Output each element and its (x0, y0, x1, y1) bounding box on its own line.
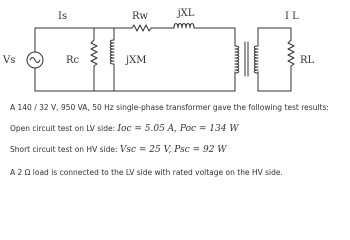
label-vs: Vs (3, 55, 16, 66)
rw-resistor (132, 25, 151, 31)
problem-statement: A 140 / 32 V, 950 VA, 50 Hz single-phase transformer gave the following test results: (10, 103, 329, 112)
jxm-branch (110, 28, 114, 91)
oc-values: Ioc = 5.05 A, Poc = 134 W (117, 124, 239, 134)
secondary-wiring (258, 28, 291, 91)
sc-values: Vsc = 25 V, Psc = 92 W (119, 145, 227, 155)
label-jxl: jXL (177, 8, 195, 19)
secondary-coil (254, 46, 258, 73)
jxl-inductor (174, 24, 194, 29)
rc-branch (91, 28, 97, 91)
label-rw: Rw (131, 11, 149, 22)
open-circuit-line (10, 124, 239, 134)
load-statement: A 2 Ω load is connected to the LV side with rated voltage on the HV side. (10, 168, 283, 177)
oc-prefix: Open circuit test on LV side: (10, 124, 116, 133)
label-il: I L (285, 11, 299, 22)
bottom-wire (35, 72, 235, 91)
equivalent-circuit-diagram (0, 0, 350, 100)
label-rl: RL (300, 55, 315, 66)
sc-prefix: Short circuit test on HV side: (10, 145, 118, 154)
top-wire-right (194, 28, 235, 46)
transformer-core (245, 42, 248, 76)
label-rc: Rc (66, 55, 80, 66)
short-circuit-line (10, 145, 227, 155)
rl-resistor (288, 40, 294, 66)
primary-coil (235, 46, 239, 73)
label-is: Is (58, 11, 68, 22)
label-jxm: jXM (126, 55, 147, 66)
